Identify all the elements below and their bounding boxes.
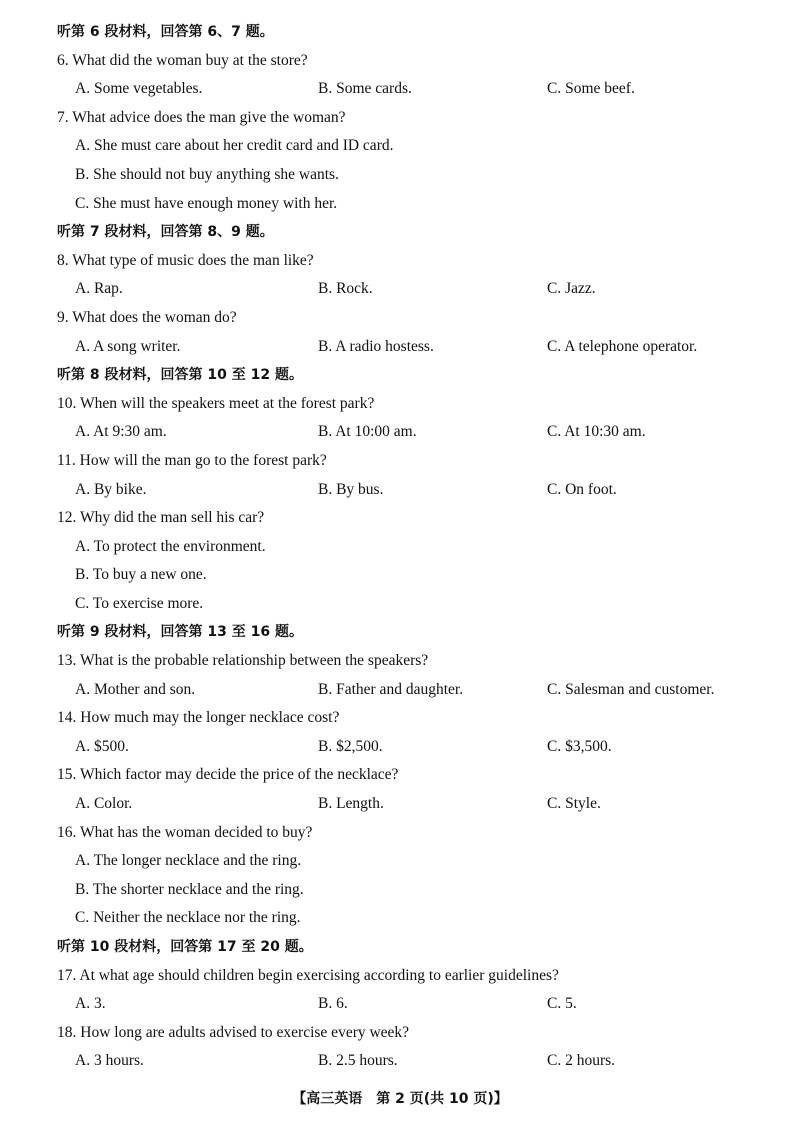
option-b: B. The shorter necklace and the ring.	[75, 880, 304, 898]
option-b: B. She should not buy anything she wants.	[75, 165, 339, 183]
question-text: 14. How much may the longer necklace cost?	[57, 709, 340, 727]
options-row	[57, 418, 780, 447]
question-text: 10. When will the speakers meet at the forest park?	[57, 394, 375, 412]
option-c: C. $3,500.	[547, 737, 612, 755]
option-b: B. Length.	[318, 795, 384, 813]
option-b: B. 2.5 hours.	[318, 1052, 398, 1070]
question-block	[57, 647, 780, 704]
option-c: C. A telephone operator.	[547, 337, 698, 355]
question-text: 17. At what age should children begin exercising according to earlier guidelines?	[57, 966, 559, 984]
question-text: 13. What is the probable relationship between the speakers?	[57, 652, 429, 670]
options-row	[57, 476, 780, 505]
question-block	[57, 47, 780, 104]
option-c: C. 2 hours.	[547, 1052, 616, 1070]
question-text: 7. What advice does the man give the woman?	[57, 108, 346, 126]
options-row	[57, 333, 780, 362]
option-a: A. At 9:30 am.	[75, 423, 167, 441]
option-a: A. A song writer.	[75, 337, 181, 355]
question-block	[57, 962, 780, 1019]
question-text: 15. Which factor may decide the price of the necklace?	[57, 766, 399, 784]
option-a: A. 3 hours.	[75, 1052, 144, 1070]
option-a: A. Some vegetables.	[75, 80, 203, 98]
option-b: B. 6.	[318, 995, 348, 1013]
option-a: A. To protect the environment.	[75, 537, 266, 555]
section-heading: 听第 8 段材料，回答第 10 至 12 题。	[57, 367, 303, 384]
question-block	[57, 104, 780, 218]
section-heading: 听第 9 段材料，回答第 13 至 16 题。	[57, 624, 303, 641]
option-b: B. Rock.	[318, 280, 373, 298]
option-b: B. To buy a new one.	[75, 566, 207, 584]
options-row	[57, 275, 780, 304]
option-a: A. 3.	[75, 995, 106, 1013]
option-a: A. Rap.	[75, 280, 123, 298]
option-c: C. Some beef.	[547, 80, 635, 98]
option-a: A. $500.	[75, 737, 129, 755]
question-text: 6. What did the woman buy at the store?	[57, 51, 308, 69]
option-c: C. To exercise more.	[75, 594, 204, 612]
option-a: A. By bike.	[75, 480, 147, 498]
question-block	[57, 761, 780, 818]
option-c: C. Jazz.	[547, 280, 596, 298]
question-text: 11. How will the man go to the forest park?	[57, 451, 327, 469]
option-b: B. A radio hostess.	[318, 337, 434, 355]
option-c: C. She must have enough money with her.	[75, 194, 338, 212]
options-row	[57, 1047, 780, 1076]
option-a: A. Color.	[75, 795, 133, 813]
option-c: C. On foot.	[547, 480, 617, 498]
options-row	[57, 676, 780, 705]
question-text: 8. What type of music does the man like?	[57, 251, 314, 269]
option-c: C. 5.	[547, 995, 577, 1013]
question-text: 18. How long are adults advised to exercise every week?	[57, 1023, 410, 1041]
question-block	[57, 504, 780, 618]
question-block	[57, 704, 780, 761]
options-row	[57, 75, 780, 104]
option-b: B. $2,500.	[318, 737, 383, 755]
page-footer: 【高三英语 第 2 页(共 10 页)】	[292, 1091, 508, 1107]
options-row	[57, 990, 780, 1019]
option-b: B. Some cards.	[318, 80, 412, 98]
option-a: A. The longer necklace and the ring.	[75, 852, 302, 870]
question-text: 9. What does the woman do?	[57, 308, 237, 326]
option-b: B. At 10:00 am.	[318, 423, 417, 441]
option-c: C. Salesman and customer.	[547, 680, 715, 698]
question-block	[57, 447, 780, 504]
option-c: C. Style.	[547, 795, 601, 813]
question-block	[57, 390, 780, 447]
question-block	[57, 247, 780, 304]
section-heading: 听第 6 段材料，回答第 6、7 题。	[57, 24, 274, 40]
option-b: B. By bus.	[318, 480, 384, 498]
option-c: C. At 10:30 am.	[547, 423, 646, 441]
question-block	[57, 304, 780, 361]
question-block	[57, 819, 780, 933]
option-a: A. She must care about her credit card and ID card.	[75, 137, 394, 155]
question-text: 16. What has the woman decided to buy?	[57, 823, 313, 841]
section-heading: 听第 7 段材料，回答第 8、9 题。	[57, 224, 274, 241]
options-row	[57, 733, 780, 762]
options-row	[57, 790, 780, 819]
section-heading: 听第 10 段材料，回答第 17 至 20 题。	[57, 939, 313, 955]
exam-page-content	[57, 18, 780, 1076]
option-c: C. Neither the necklace nor the ring.	[75, 909, 301, 927]
question-block	[57, 1019, 780, 1076]
question-text: 12. Why did the man sell his car?	[57, 509, 265, 527]
option-b: B. Father and daughter.	[318, 680, 464, 698]
option-a: A. Mother and son.	[75, 680, 196, 698]
